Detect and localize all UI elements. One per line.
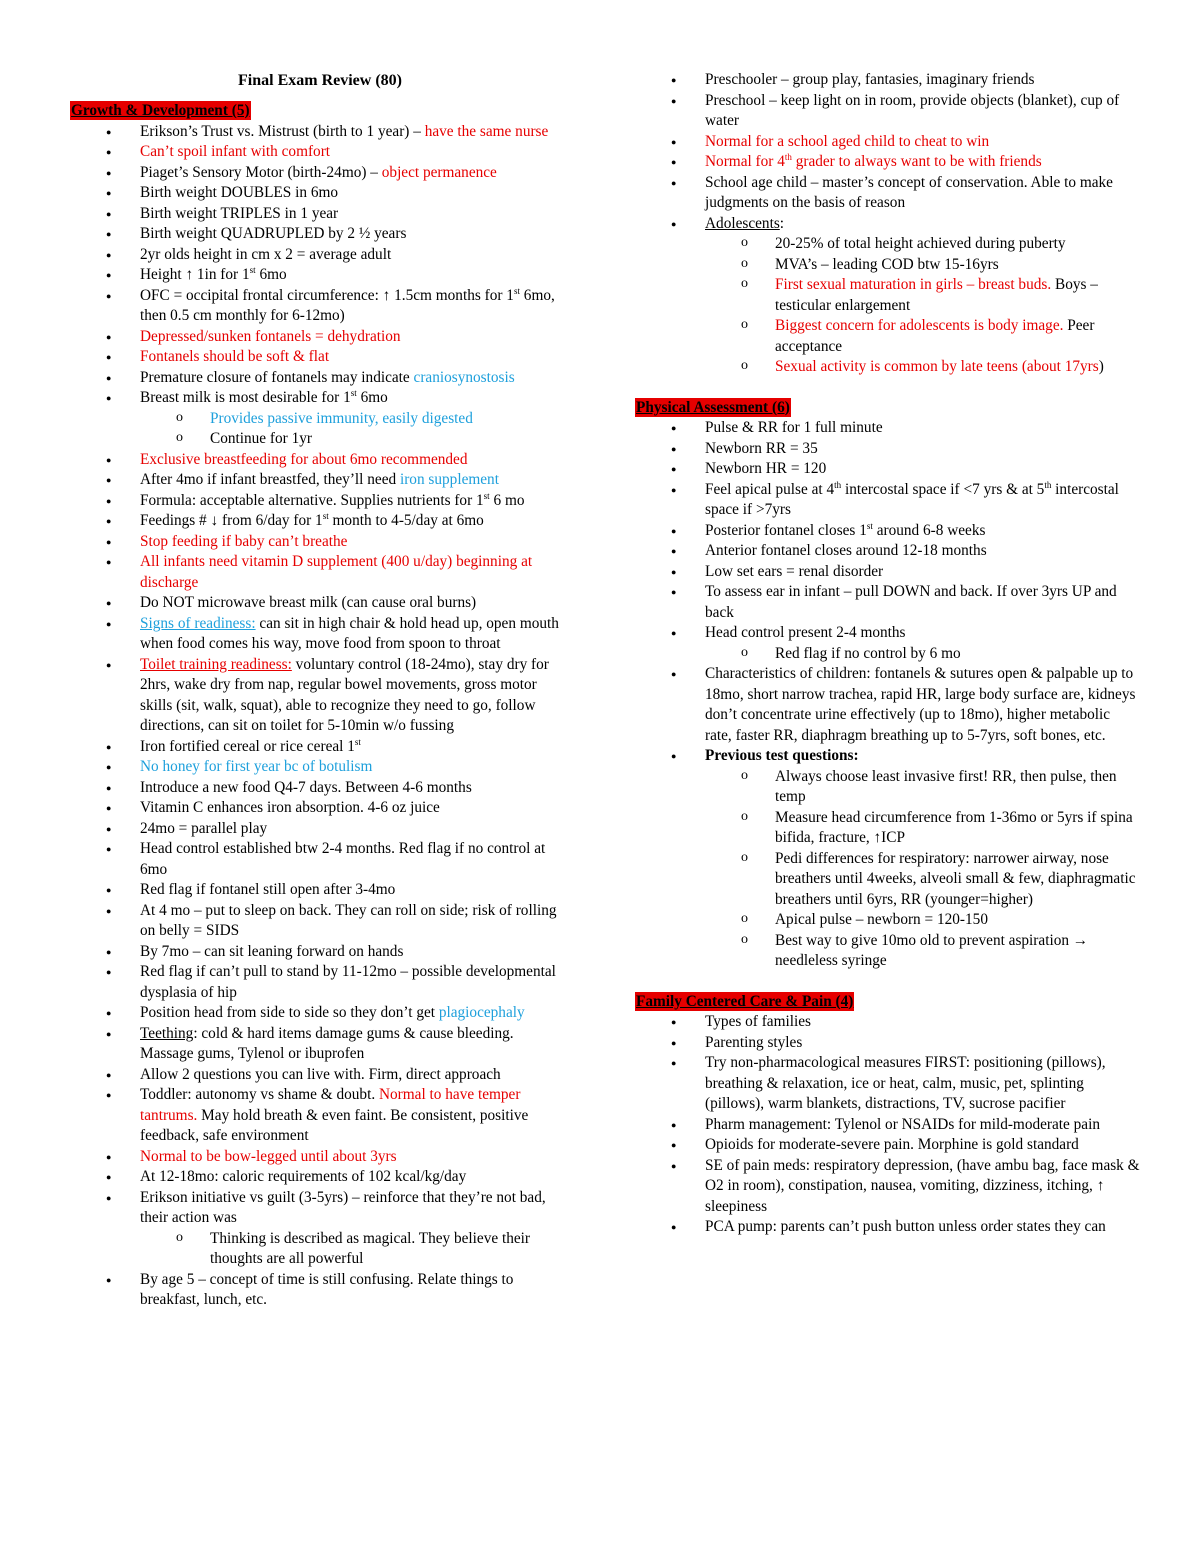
text-run: Normal for 4: [705, 153, 785, 170]
section-header-growth: Growth & Development (5): [71, 102, 250, 119]
list-item: [70, 1065, 570, 1086]
text-run: Characteristics of children: fontanels & sutures open & palpable up to 18mo, short narrow trachea, rapid HR, large body surface are, kidneys don’t concentrate urine effectively (up to 18mo), higher metabolic rate, faster RR, diaphragm breathing up to 5-7yrs, soft bones, etc.: [705, 665, 1136, 744]
text-run: Preschool – keep light on in room, provide objects (blanket), cup of water: [705, 91, 1120, 129]
text-run: Posterior fontanel closes 1: [705, 521, 867, 539]
text-run: craniosynostosis: [413, 368, 515, 386]
list-item: [635, 1135, 1140, 1156]
list-item: [635, 1115, 1140, 1136]
text-run: Introduce a new food Q4-7 days. Between 4-6 months: [140, 778, 472, 796]
text-run: Premature closure of fontanels may indicate: [140, 368, 414, 386]
text-run: Toilet training readiness:: [140, 655, 292, 673]
sub-list-item: [705, 767, 1140, 808]
text-run: grader to always want to be with friends: [791, 153, 1042, 170]
list-item: [635, 582, 1140, 623]
family-list: [635, 1012, 1140, 1238]
list-item: [635, 214, 1140, 378]
sub-list-item: [705, 275, 1140, 316]
list-item: [635, 746, 1140, 972]
text-run: : cold & hard items damage gums & cause bleeding. Massage gums, Tylenol or ibuprofen: [140, 1024, 514, 1062]
text-run: Sexual activity is common by late teens (about 17yrs: [775, 358, 1099, 375]
text-run: Feedings # ↓ from 6/day for 1: [140, 512, 323, 529]
text-run: 2yr olds height in cm x 2 = average adult: [140, 245, 392, 263]
list-item: [70, 1167, 570, 1188]
text-run: th: [834, 479, 842, 490]
list-item: [635, 1217, 1140, 1238]
list-item: [635, 70, 1140, 91]
sub-list-item: [140, 1229, 570, 1270]
text-run: Provides passive immunity, easily digested: [210, 409, 473, 427]
sub-list: [140, 1229, 570, 1270]
section-header-family: Family Centered Care & Pain (4): [636, 992, 854, 1010]
text-run: th: [1044, 479, 1052, 490]
list-item: [70, 470, 570, 491]
text-run: First sexual maturation in girls – breast buds.: [775, 276, 1052, 293]
text-run: PCA pump: parents can’t push button unless order states they can: [705, 1218, 1106, 1235]
list-item: [70, 655, 570, 737]
text-run: By age 5 – concept of time is still confusing. Relate things to breakfast, lunch, etc.: [140, 1270, 514, 1308]
list-item: [70, 839, 570, 880]
list-item: [635, 152, 1140, 173]
list-item: [635, 132, 1140, 153]
text-run: Newborn RR = 35: [705, 439, 818, 457]
list-item: [70, 880, 570, 901]
text-run: Measure head circumference from 1-36mo or 5yrs if spina bifida, fracture, ↑ICP: [775, 808, 1133, 846]
list-item: [70, 183, 570, 204]
text-run: st: [249, 264, 256, 275]
text-run: st: [350, 387, 357, 398]
text-run: Formula: acceptable alternative. Supplies nutrients for 1: [140, 491, 484, 509]
text-run: Can’t spoil infant with comfort: [140, 143, 331, 160]
list-item: [70, 491, 570, 512]
list-item: [635, 173, 1140, 214]
text-run: intercostal space if >7yrs: [705, 480, 1119, 518]
sub-list: [705, 767, 1140, 972]
list-item: [70, 942, 570, 963]
text-run: Red flag if no control by 6 mo: [775, 644, 961, 662]
text-run: Birth weight QUADRUPLED by 2 ½ years: [140, 225, 407, 242]
text-run: 6mo: [255, 266, 287, 283]
sub-list-item: [705, 316, 1140, 357]
text-run: Red flag if can’t pull to stand by 11-12mo – possible developmental dysplasia of hip: [140, 963, 556, 1001]
text-run: OFC = occipital frontal circumference: ↑ 1.5cm months for 1: [140, 286, 514, 304]
list-item: [70, 757, 570, 778]
text-run: Always choose least invasive first! RR, then pulse, then temp: [775, 767, 1117, 805]
text-run: Erikson’s Trust vs. Mistrust (birth to 1 year) –: [140, 122, 425, 140]
list-item: [70, 798, 570, 819]
list-item: [635, 521, 1140, 542]
text-run: Low set ears = renal disorder: [705, 562, 884, 580]
text-run: can sit in high chair & hold head up, open mouth when food comes his way, move food from spoon to throat: [140, 614, 559, 652]
text-run: 6 mo: [489, 491, 525, 509]
list-item: [635, 439, 1140, 460]
list-item: [70, 163, 570, 184]
sub-list-item: [140, 429, 570, 450]
list-item: [70, 286, 570, 327]
list-item: [70, 450, 570, 471]
text-run: iron supplement: [399, 471, 499, 488]
text-run: Anterior fontanel closes around 12-18 months: [705, 542, 987, 559]
sub-list: [705, 644, 1140, 665]
list-item: [70, 1270, 570, 1311]
list-item: [70, 819, 570, 840]
text-run: voluntary control (18-24mo), stay dry for 2hrs, wake dry from nap, regular bowel movements, gross motor skills (sit, walk, squat), able to recognize they need to go, follow directions, can sit on toilet for 5-10min w/o fussing: [140, 655, 549, 734]
text-run: around 6-8 weeks: [872, 521, 986, 539]
text-run: Height ↑ 1in for 1: [140, 266, 250, 283]
text-run: Head control established btw 2-4 months. Red flag if no control at 6mo: [140, 840, 546, 878]
text-run: month to 4-5/day at 6mo: [328, 512, 484, 529]
list-item: [635, 664, 1140, 746]
text-run: have the same nurse: [424, 122, 549, 140]
text-run: By 7mo – can sit leaning forward on hands: [140, 942, 404, 960]
text-run: Pulse & RR for 1 full minute: [705, 419, 883, 436]
text-run: School age child – master’s concept of conservation. Able to make judgments on the basis of reason: [705, 173, 1113, 211]
list-item: [70, 614, 570, 655]
list-item: [70, 737, 570, 758]
list-item: [70, 532, 570, 553]
sub-list-item: [705, 849, 1140, 911]
list-item: [70, 778, 570, 799]
text-run: st: [513, 285, 520, 296]
document-title: Final Exam Review (80): [238, 72, 402, 89]
text-run: Do NOT microwave breast milk (can cause oral burns): [140, 594, 477, 611]
text-run: Types of families: [705, 1013, 811, 1030]
growth-continued-list: [635, 70, 1140, 378]
text-run: plagiocephaly: [438, 1004, 525, 1021]
text-run: Signs of readiness:: [140, 614, 256, 632]
text-run: At 12-18mo: caloric requirements of 102 kcal/kg/day: [140, 1168, 467, 1185]
text-run: At 4 mo – put to sleep on back. They can roll on side; risk of rolling on belly = SIDS: [140, 901, 557, 939]
list-item: [70, 265, 570, 286]
list-item: [70, 1147, 570, 1168]
list-item: [70, 327, 570, 348]
text-run: After 4mo if infant breastfed, they’ll need: [140, 471, 400, 488]
text-run: :: [779, 214, 785, 232]
text-run: No honey for first year bc of botulism: [140, 758, 373, 775]
list-item: [70, 388, 570, 450]
text-run: Parenting styles: [705, 1033, 803, 1051]
list-item: [635, 541, 1140, 562]
text-run: Birth weight DOUBLES in 6mo: [140, 184, 339, 201]
sub-list: [705, 234, 1140, 378]
text-run: Red flag if fontanel still open after 3-4mo: [140, 881, 396, 898]
text-run: 20-25% of total height achieved during puberty: [775, 235, 1066, 252]
text-run: All infants need vitamin D supplement (400 u/day) beginning at discharge: [140, 553, 533, 591]
list-item: [70, 511, 570, 532]
text-run: Previous test questions:: [705, 747, 859, 764]
text-run: To assess ear in infant – pull DOWN and back. If over 3yrs UP and back: [705, 583, 1117, 621]
text-run: Try non-pharmacological measures FIRST: positioning (pillows), breathing & relaxation, ice or heat, calm, music, pet, splinting (pillows), warm blankets, distractions, TV, sucrose pacifier: [705, 1054, 1106, 1112]
text-run: Newborn HR = 120: [705, 460, 827, 477]
text-run: 6mo: [356, 389, 388, 406]
list-item: [70, 1085, 570, 1147]
list-item: [635, 1156, 1140, 1218]
text-run: 6mo, then 0.5 cm monthly for 6-12mo): [140, 286, 555, 324]
text-run: Birth weight TRIPLES in 1 year: [140, 204, 339, 222]
text-run: Position head from side to side so they don’t get: [140, 1004, 439, 1021]
sub-list: [140, 409, 570, 450]
text-run: Continue for 1yr: [210, 430, 312, 447]
text-run: 24mo = parallel play: [140, 819, 268, 837]
text-run: Adolescents: [705, 214, 780, 232]
list-item: [635, 562, 1140, 583]
text-run: Allow 2 questions you can live with. Firm, direct approach: [140, 1065, 501, 1083]
text-run: Pharm management: Tylenol or NSAIDs for mild-moderate pain: [705, 1115, 1100, 1133]
text-run: Breast milk is most desirable for 1: [140, 389, 351, 406]
text-run: SE of pain meds: respiratory depression, (have ambu bag, face mask & O2 in room), constipation, nausea, vomiting, dizziness, itching, ↑ sleepiness: [705, 1156, 1140, 1215]
list-item: [70, 368, 570, 389]
sub-list-item: [140, 409, 570, 430]
sub-list-item: [705, 644, 1140, 665]
list-item: [635, 459, 1140, 480]
sub-list-item: [705, 234, 1140, 255]
list-item: [70, 347, 570, 368]
text-run: Best way to give 10mo old to prevent aspiration → needleless syringe: [775, 931, 1089, 969]
text-run: Fontanels should be soft & flat: [140, 348, 330, 365]
text-run: Preschooler – group play, fantasies, imaginary friends: [705, 71, 1035, 88]
list-item: [70, 1188, 570, 1270]
text-run: Apical pulse – newborn = 120-150: [775, 911, 988, 928]
text-run: st: [322, 510, 329, 521]
text-run: ): [1098, 358, 1104, 375]
text-run: Exclusive breastfeeding for about 6mo recommended: [140, 450, 468, 468]
text-run: intercostal space if <7 yrs & at 5: [841, 480, 1045, 498]
list-item: [70, 593, 570, 614]
list-item: [70, 901, 570, 942]
text-run: st: [866, 520, 873, 531]
list-item: [70, 1003, 570, 1024]
list-item: [70, 962, 570, 1003]
text-run: Normal to be bow-legged until about 3yrs: [140, 1147, 397, 1165]
text-run: Head control present 2-4 months: [705, 624, 906, 641]
left-column: [70, 70, 570, 1311]
sub-list-item: [705, 931, 1140, 972]
text-run: Normal for a school aged child to cheat to win: [705, 132, 990, 150]
section-header-physical: Physical Assessment (6): [636, 398, 790, 416]
text-run: Feel apical pulse at 4: [705, 480, 835, 498]
text-run: Peer acceptance: [775, 317, 1095, 355]
list-item: [70, 142, 570, 163]
physical-list: [635, 418, 1140, 972]
text-run: Piaget’s Sensory Motor (birth-24mo) –: [140, 163, 382, 181]
list-item: [635, 91, 1140, 132]
text-run: th: [784, 151, 792, 162]
text-run: Biggest concern for adolescents is body image.: [775, 317, 1064, 334]
text-run: Thinking is described as magical. They believe their thoughts are all powerful: [210, 1229, 531, 1267]
right-column: [635, 70, 1140, 1238]
sub-list-item: [705, 808, 1140, 849]
text-run: st: [354, 736, 361, 747]
section-gap: [635, 972, 1140, 992]
list-item: [70, 204, 570, 225]
text-run: Opioids for moderate-severe pain. Morphine is gold standard: [705, 1136, 1079, 1153]
text-run: Vitamin C enhances iron absorption. 4-6 oz juice: [140, 799, 440, 816]
text-run: May hold breath & even faint. Be consistent, positive feedback, safe environment: [140, 1106, 529, 1144]
list-item: [635, 1033, 1140, 1054]
list-item: [635, 480, 1140, 521]
text-run: Toddler: autonomy vs shame & doubt.: [140, 1086, 379, 1103]
section-gap: [635, 378, 1140, 398]
text-run: Depressed/sunken fontanels = dehydration: [140, 327, 401, 345]
text-run: st: [483, 490, 490, 501]
sub-list-item: [705, 357, 1140, 378]
text-run: Iron fortified cereal or rice cereal 1: [140, 737, 355, 755]
list-item: [70, 1024, 570, 1065]
sub-list-item: [705, 910, 1140, 931]
sub-list-item: [705, 255, 1140, 276]
text-run: object permanence: [381, 163, 497, 181]
text-run: Teething: [140, 1024, 194, 1042]
list-item: [635, 1053, 1140, 1115]
text-run: Boys – testicular enlargement: [775, 276, 1098, 314]
list-item: [70, 245, 570, 266]
growth-list: [70, 122, 570, 1311]
text-run: Stop feeding if baby can’t breathe: [140, 532, 348, 550]
list-item: [70, 122, 570, 143]
text-run: Erikson initiative vs guilt (3-5yrs) – reinforce that they’re not bad, their action was: [140, 1188, 546, 1226]
list-item: [635, 623, 1140, 664]
text-run: Pedi differences for respiratory: narrower airway, nose breathers until 4weeks, alveoli small & few, diaphragmatic breathers until 6yrs, RR (younger=higher): [775, 849, 1136, 908]
list-item: [70, 552, 570, 593]
list-item: [70, 224, 570, 245]
list-item: [635, 1012, 1140, 1033]
text-run: MVA’s – leading COD btw 15-16yrs: [775, 255, 999, 273]
text-run: Normal to have temper tantrums.: [140, 1086, 521, 1124]
list-item: [635, 418, 1140, 439]
